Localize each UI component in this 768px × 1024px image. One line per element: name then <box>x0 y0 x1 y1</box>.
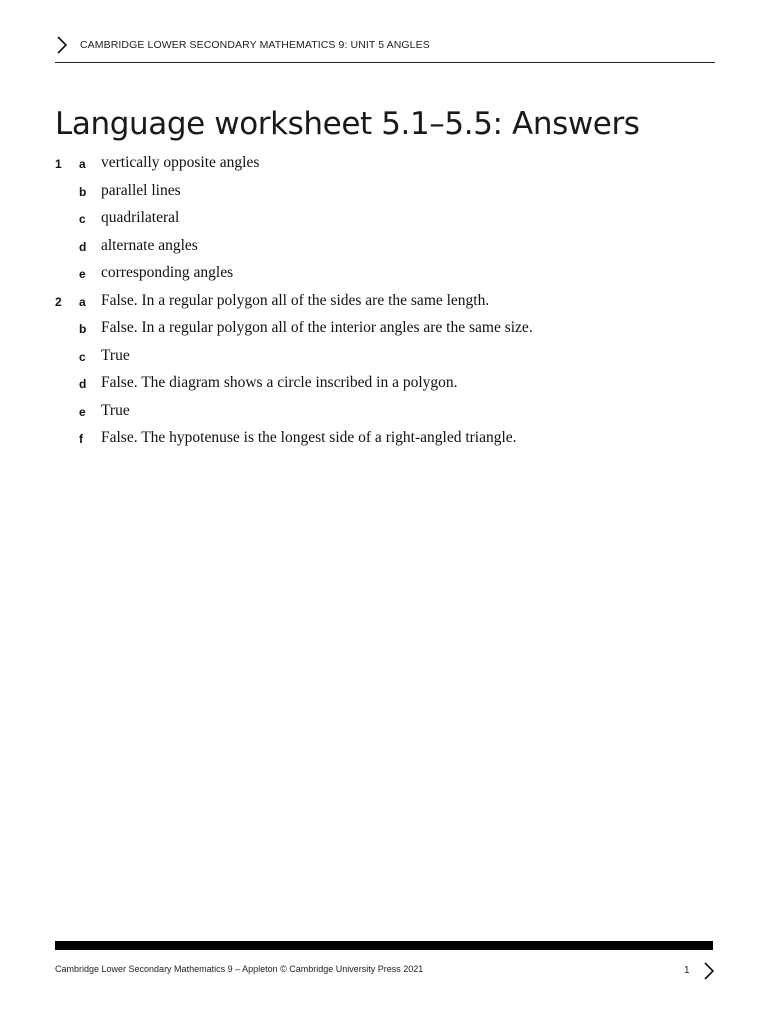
answer-row-2c <box>55 346 715 374</box>
part-label: c <box>79 349 86 364</box>
footer-divider-bar <box>55 941 713 950</box>
answer-text: quadrilateral <box>101 209 180 226</box>
part-label: c <box>79 212 86 226</box>
part-label: f <box>79 432 83 446</box>
answer-row-1e <box>55 263 715 291</box>
answer-row-2f <box>55 428 715 456</box>
part-label: b <box>79 322 87 336</box>
answer-row-2a <box>55 291 715 319</box>
page-header <box>55 34 715 63</box>
part-label: a <box>79 294 86 309</box>
answer-row-1b <box>55 181 715 209</box>
answer-text: alternate angles <box>101 236 198 254</box>
part-label: e <box>79 267 86 281</box>
answer-row-2b <box>55 318 715 346</box>
page-number: 1 <box>684 965 690 976</box>
part-label: d <box>79 377 87 391</box>
answer-row-2d <box>55 373 715 401</box>
answer-row-1a <box>55 153 715 181</box>
answer-text: False. The hypotenuse is the longest side of a right-angled triangle. <box>101 429 517 446</box>
answer-text: parallel lines <box>101 181 181 199</box>
answer-text: vertically opposite angles <box>101 154 260 171</box>
part-label: d <box>79 239 87 254</box>
answer-row-2e <box>55 401 715 429</box>
part-label: a <box>79 157 86 171</box>
header-title: CAMBRIDGE LOWER SECONDARY MATHEMATICS 9: UNIT 5 ANGLES <box>80 39 430 51</box>
answers-list <box>55 153 715 456</box>
answer-text: False. In a regular polygon all of the interior angles are the same size. <box>101 319 533 336</box>
answer-text: False. In a regular polygon all of the sides are the same length. <box>101 291 490 309</box>
answer-text: True <box>101 346 130 364</box>
chevron-right-icon[interactable] <box>703 961 715 981</box>
question-number: 1 <box>55 157 62 171</box>
footer-copyright: Cambridge Lower Secondary Mathematics 9 – Appleton © Cambridge University Press 2021 <box>55 964 424 974</box>
question-number: 2 <box>55 294 62 309</box>
part-label: b <box>79 184 87 199</box>
answer-text: corresponding angles <box>101 264 234 281</box>
part-label: e <box>79 404 86 419</box>
answer-text: True <box>101 401 130 419</box>
page-title: Language worksheet 5.1–5.5: Answers <box>55 106 640 142</box>
chevron-right-icon <box>55 35 69 55</box>
answer-row-1d <box>55 236 715 264</box>
answer-row-1c <box>55 208 715 236</box>
answer-text: False. The diagram shows a circle inscribed in a polygon. <box>101 374 458 391</box>
